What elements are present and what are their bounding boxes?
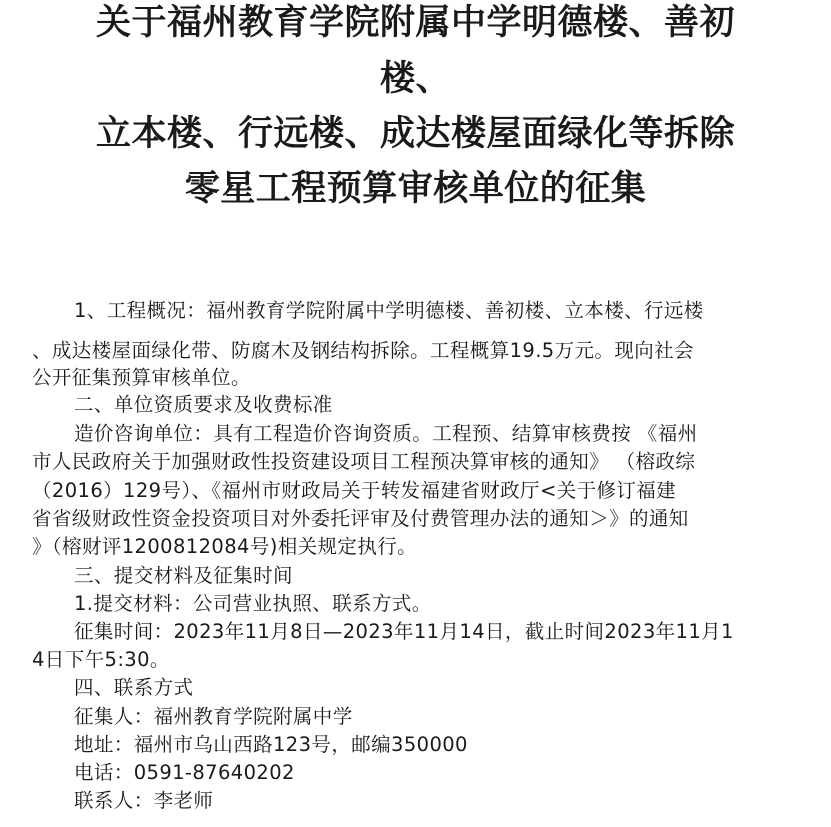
- contact-address: 地址：福州市乌山西路123号，邮编350000: [74, 733, 468, 756]
- qualification-line-4: 省省级财政性资金投资项目对外委托评审及付费管理办法的通知＞》的通知: [32, 507, 689, 530]
- qualification-line-2: 市人民政府关于加强财政性投资建设项目工程预决算审核的通知》 （榕政综: [32, 450, 696, 473]
- qualification-line-1: 造价咨询单位：具有工程造价咨询资质。工程预、结算审核费按 《福州: [74, 422, 698, 445]
- title-line-2: 楼、: [379, 59, 451, 99]
- title-line-1: 关于福州教育学院附属中学明德楼、善初: [95, 3, 735, 43]
- section-3-heading: 三、提交材料及征集时间: [74, 564, 293, 587]
- overview-line-2: 、成达楼屋面绿化带、防腐木及钢结构拆除。工程概算19.5万元。现向社会: [32, 339, 694, 362]
- contact-person: 联系人：李老师: [74, 789, 214, 812]
- section-2-heading: 二、单位资质要求及收费标准: [74, 393, 333, 416]
- title-line-3: 立本楼、行远楼、成达楼屋面绿化等拆除: [95, 114, 735, 154]
- materials-line: 1.提交材料：公司营业执照、联系方式。: [74, 592, 432, 615]
- contact-phone: 电话：0591-87640202: [74, 761, 295, 784]
- collection-time-line-1: 征集时间：2023年11月8日—2023年11月14日，截止时间2023年11月1: [74, 620, 734, 643]
- title-line-4: 零星工程预算审核单位的征集: [184, 169, 647, 209]
- overview-line-1: 1、工程概况：福州教育学院附属中学明德楼、善初楼、立本楼、行远楼: [74, 299, 704, 322]
- qualification-line-5: 》（榕财评1200812084号)相关规定执行。: [32, 535, 418, 558]
- collection-time-line-2: 4日下午5:30。: [32, 648, 170, 671]
- overview-line-3: 公开征集预算审核单位。: [32, 366, 251, 389]
- contact-collector: 征集人：福州教育学院附属中学: [74, 705, 353, 728]
- qualification-line-3: （2016）129号）、《福州市财政局关于转发福建省财政厅<关于修订福建: [32, 479, 677, 502]
- section-4-heading: 四、联系方式: [74, 676, 194, 699]
